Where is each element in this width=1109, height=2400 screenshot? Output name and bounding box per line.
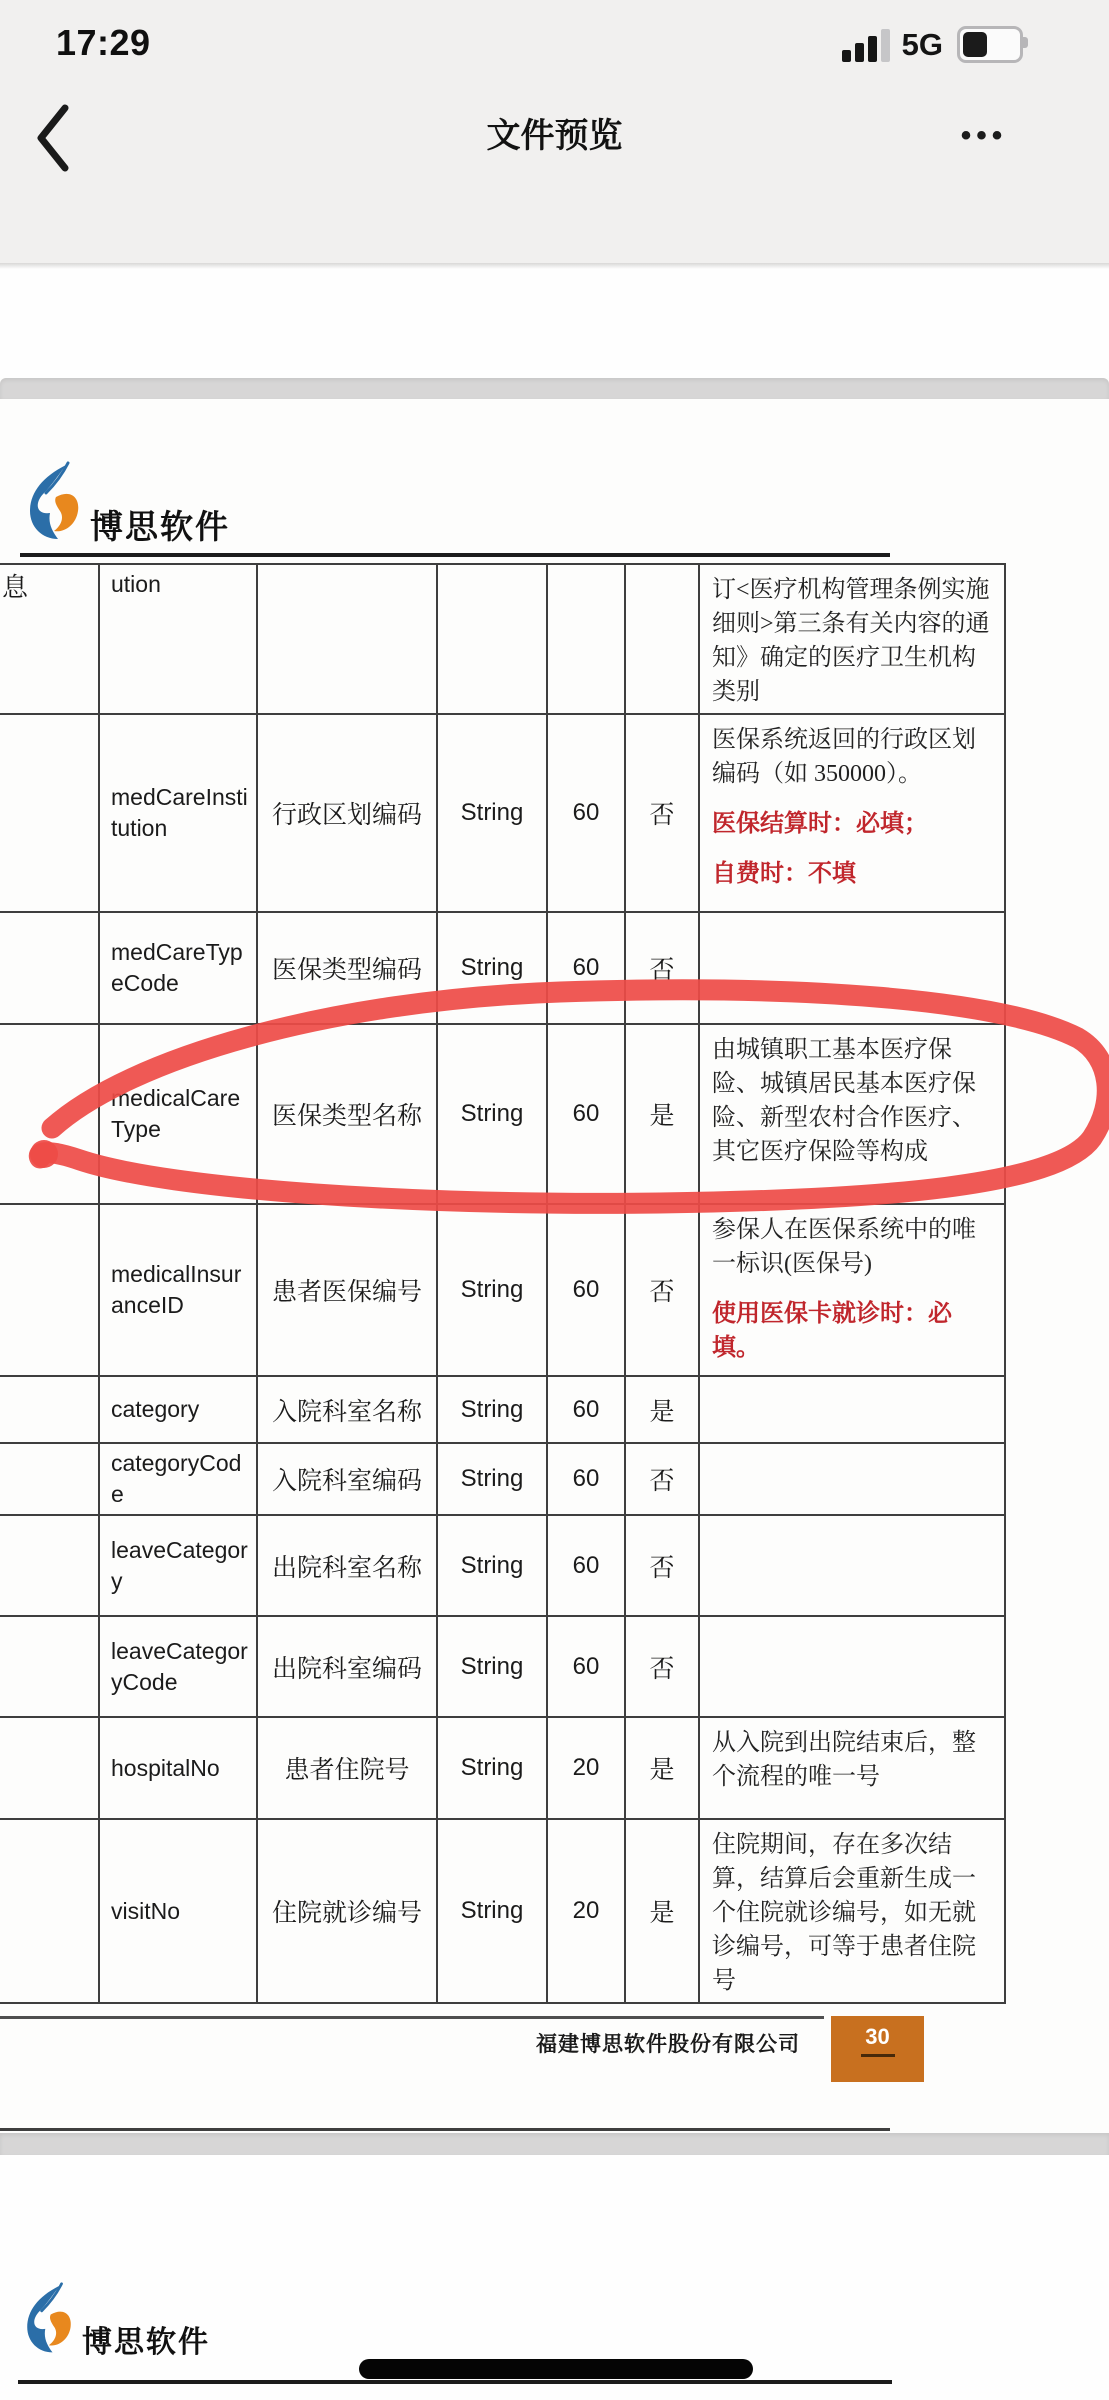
cell-description (699, 912, 1005, 1024)
cell-description (699, 1376, 1005, 1443)
cell-name: leaveCategory (99, 1515, 257, 1616)
description-text: 医保系统返回的行政区划编码（如 350000）。 (712, 727, 976, 787)
field-table-body (0, 564, 1005, 2003)
cell-description (699, 564, 1005, 714)
status-right-cluster (842, 26, 1023, 63)
cell-left (0, 1376, 99, 1443)
cell-cn: 医保类型名称 (257, 1024, 437, 1204)
table-row (0, 1376, 1005, 1443)
nav-bar (0, 90, 1109, 200)
field-table (0, 563, 1006, 2004)
cell-name: ution (99, 564, 257, 714)
cell-cn: 患者住院号 (257, 1717, 437, 1819)
cell-len: 60 (547, 714, 625, 912)
previous-page-bottom (0, 263, 1109, 378)
cell-left (0, 1819, 99, 2003)
table-row (0, 714, 1005, 912)
cell-len: 20 (547, 1717, 625, 1819)
cell-type: String (437, 714, 547, 912)
cell-len: 60 (547, 912, 625, 1024)
cell-type: String (437, 1376, 547, 1443)
footer-company: 福建博思软件股份有限公司 (536, 2032, 800, 2056)
cell-len: 60 (547, 1204, 625, 1376)
page-number-underline (861, 2054, 895, 2057)
cell-name: medicalInsuranceID (99, 1204, 257, 1376)
cell-type (437, 564, 547, 714)
cell-req: 否 (625, 714, 699, 912)
cell-type: String (437, 1024, 547, 1204)
cell-len: 60 (547, 1616, 625, 1717)
cell-req: 否 (625, 1443, 699, 1515)
cell-description (699, 1515, 1005, 1616)
description-text: 从入院到出院结束后，整个流程的唯一号 (712, 1730, 976, 1791)
cell-req: 否 (625, 1204, 699, 1376)
bosi-logo-icon (20, 2280, 76, 2358)
description-text: 订<医疗机构管理条例实施细则>第三条有关内容的通知》确定的医疗卫生机构类别 (712, 577, 990, 705)
page-separator (0, 378, 1109, 399)
cell-name: leaveCategoryCode (99, 1616, 257, 1717)
cell-type: String (437, 1819, 547, 2003)
cell-cn: 住院就诊编号 (257, 1819, 437, 2003)
table-row (0, 1515, 1005, 1616)
cell-req: 是 (625, 1024, 699, 1204)
cell-name: category (99, 1376, 257, 1443)
pdf-page-30 (0, 399, 1109, 2133)
signal-strength-icon (842, 28, 890, 62)
cell-req: 否 (625, 1616, 699, 1717)
cell-description (699, 1024, 1005, 1204)
cell-req: 否 (625, 912, 699, 1024)
logo-underline (20, 553, 890, 557)
cell-cn: 医保类型编码 (257, 912, 437, 1024)
cell-cn (257, 564, 437, 714)
cell-description (699, 714, 1005, 912)
battery-icon (957, 26, 1023, 63)
cell-name: medicalCareType (99, 1024, 257, 1204)
logo-text: 博思软件 (90, 510, 230, 546)
cell-type: String (437, 1717, 547, 1819)
cell-cn: 入院科室编码 (257, 1443, 437, 1515)
cell-req: 是 (625, 1717, 699, 1819)
cell-left (0, 1443, 99, 1515)
cell-left: 息 (0, 564, 99, 714)
cell-type: String (437, 1515, 547, 1616)
cell-description (699, 1717, 1005, 1819)
cell-len: 60 (547, 1376, 625, 1443)
cell-cn: 患者医保编号 (257, 1204, 437, 1376)
table-row (0, 1443, 1005, 1515)
cell-len: 60 (547, 1443, 625, 1515)
logo-text: 博思软件 (82, 2326, 210, 2359)
table-row (0, 1024, 1005, 1204)
network-type-label: 5G (901, 26, 943, 62)
cell-type: String (437, 1616, 547, 1717)
cell-left (0, 714, 99, 912)
table-row (0, 1204, 1005, 1376)
cell-name: medCareInstitution (99, 714, 257, 912)
cell-left (0, 1515, 99, 1616)
cell-name: categoryCode (99, 1443, 257, 1515)
cell-len (547, 564, 625, 714)
description-red-note: 自费时：不填 (712, 861, 856, 887)
page-number: 30 (865, 2024, 890, 2049)
table-row (0, 1717, 1005, 1819)
cell-type: String (437, 912, 547, 1024)
cell-description (699, 1204, 1005, 1376)
bosi-logo-icon (22, 459, 84, 545)
cell-cn: 出院科室编码 (257, 1616, 437, 1717)
cell-description (699, 1819, 1005, 2003)
footer-rule (0, 2016, 824, 2019)
cell-len: 20 (547, 1819, 625, 2003)
table-row (0, 1616, 1005, 1717)
cell-req: 是 (625, 1376, 699, 1443)
cell-description (699, 1443, 1005, 1515)
cell-name: hospitalNo (99, 1717, 257, 1819)
company-logo (20, 2280, 210, 2358)
page-number-box (831, 2016, 924, 2082)
page-bottom-edge (0, 2128, 890, 2131)
more-menu-button[interactable]: ••• (939, 96, 1029, 176)
cell-left (0, 912, 99, 1024)
cell-name: visitNo (99, 1819, 257, 2003)
page-separator (0, 2133, 1109, 2155)
status-time: 17:29 (56, 22, 151, 63)
cell-req: 是 (625, 1819, 699, 2003)
description-text: 参保人在医保系统中的唯一标识(医保号) (712, 1217, 976, 1277)
description-text: 住院期间，存在多次结算，结算后会重新生成一个住院就诊编号，如无就诊编号，可等于患者住院号 (712, 1832, 976, 1995)
cell-left (0, 1024, 99, 1204)
description-red-note: 使用医保卡就诊时：必填。 (712, 1301, 952, 1361)
cell-name: medCareTypeCode (99, 912, 257, 1024)
cell-cn: 行政区划编码 (257, 714, 437, 912)
cell-cn: 出院科室名称 (257, 1515, 437, 1616)
description-red-note: 医保结算时：必填； (712, 811, 928, 837)
cell-description (699, 1616, 1005, 1717)
cell-left (0, 1616, 99, 1717)
document-viewer[interactable] (0, 263, 1109, 2400)
cell-left (0, 1717, 99, 1819)
top-chrome (0, 0, 1109, 263)
cell-req: 否 (625, 1515, 699, 1616)
cell-req (625, 564, 699, 714)
cell-len: 60 (547, 1515, 625, 1616)
cell-type: String (437, 1443, 547, 1515)
cell-len: 60 (547, 1024, 625, 1204)
cell-cn: 入院科室名称 (257, 1376, 437, 1443)
logo-underline (18, 2380, 892, 2384)
table-row (0, 564, 1005, 714)
page-title: 文件预览 (486, 117, 623, 155)
cell-type: String (437, 1204, 547, 1376)
cell-left (0, 1204, 99, 1376)
home-indicator[interactable] (359, 2359, 753, 2379)
description-text: 由城镇职工基本医疗保险、城镇居民基本医疗保险、新型农村合作医疗、其它医疗保险等构成 (712, 1037, 976, 1165)
table-row (0, 1819, 1005, 2003)
company-logo (22, 459, 230, 545)
table-row (0, 912, 1005, 1024)
